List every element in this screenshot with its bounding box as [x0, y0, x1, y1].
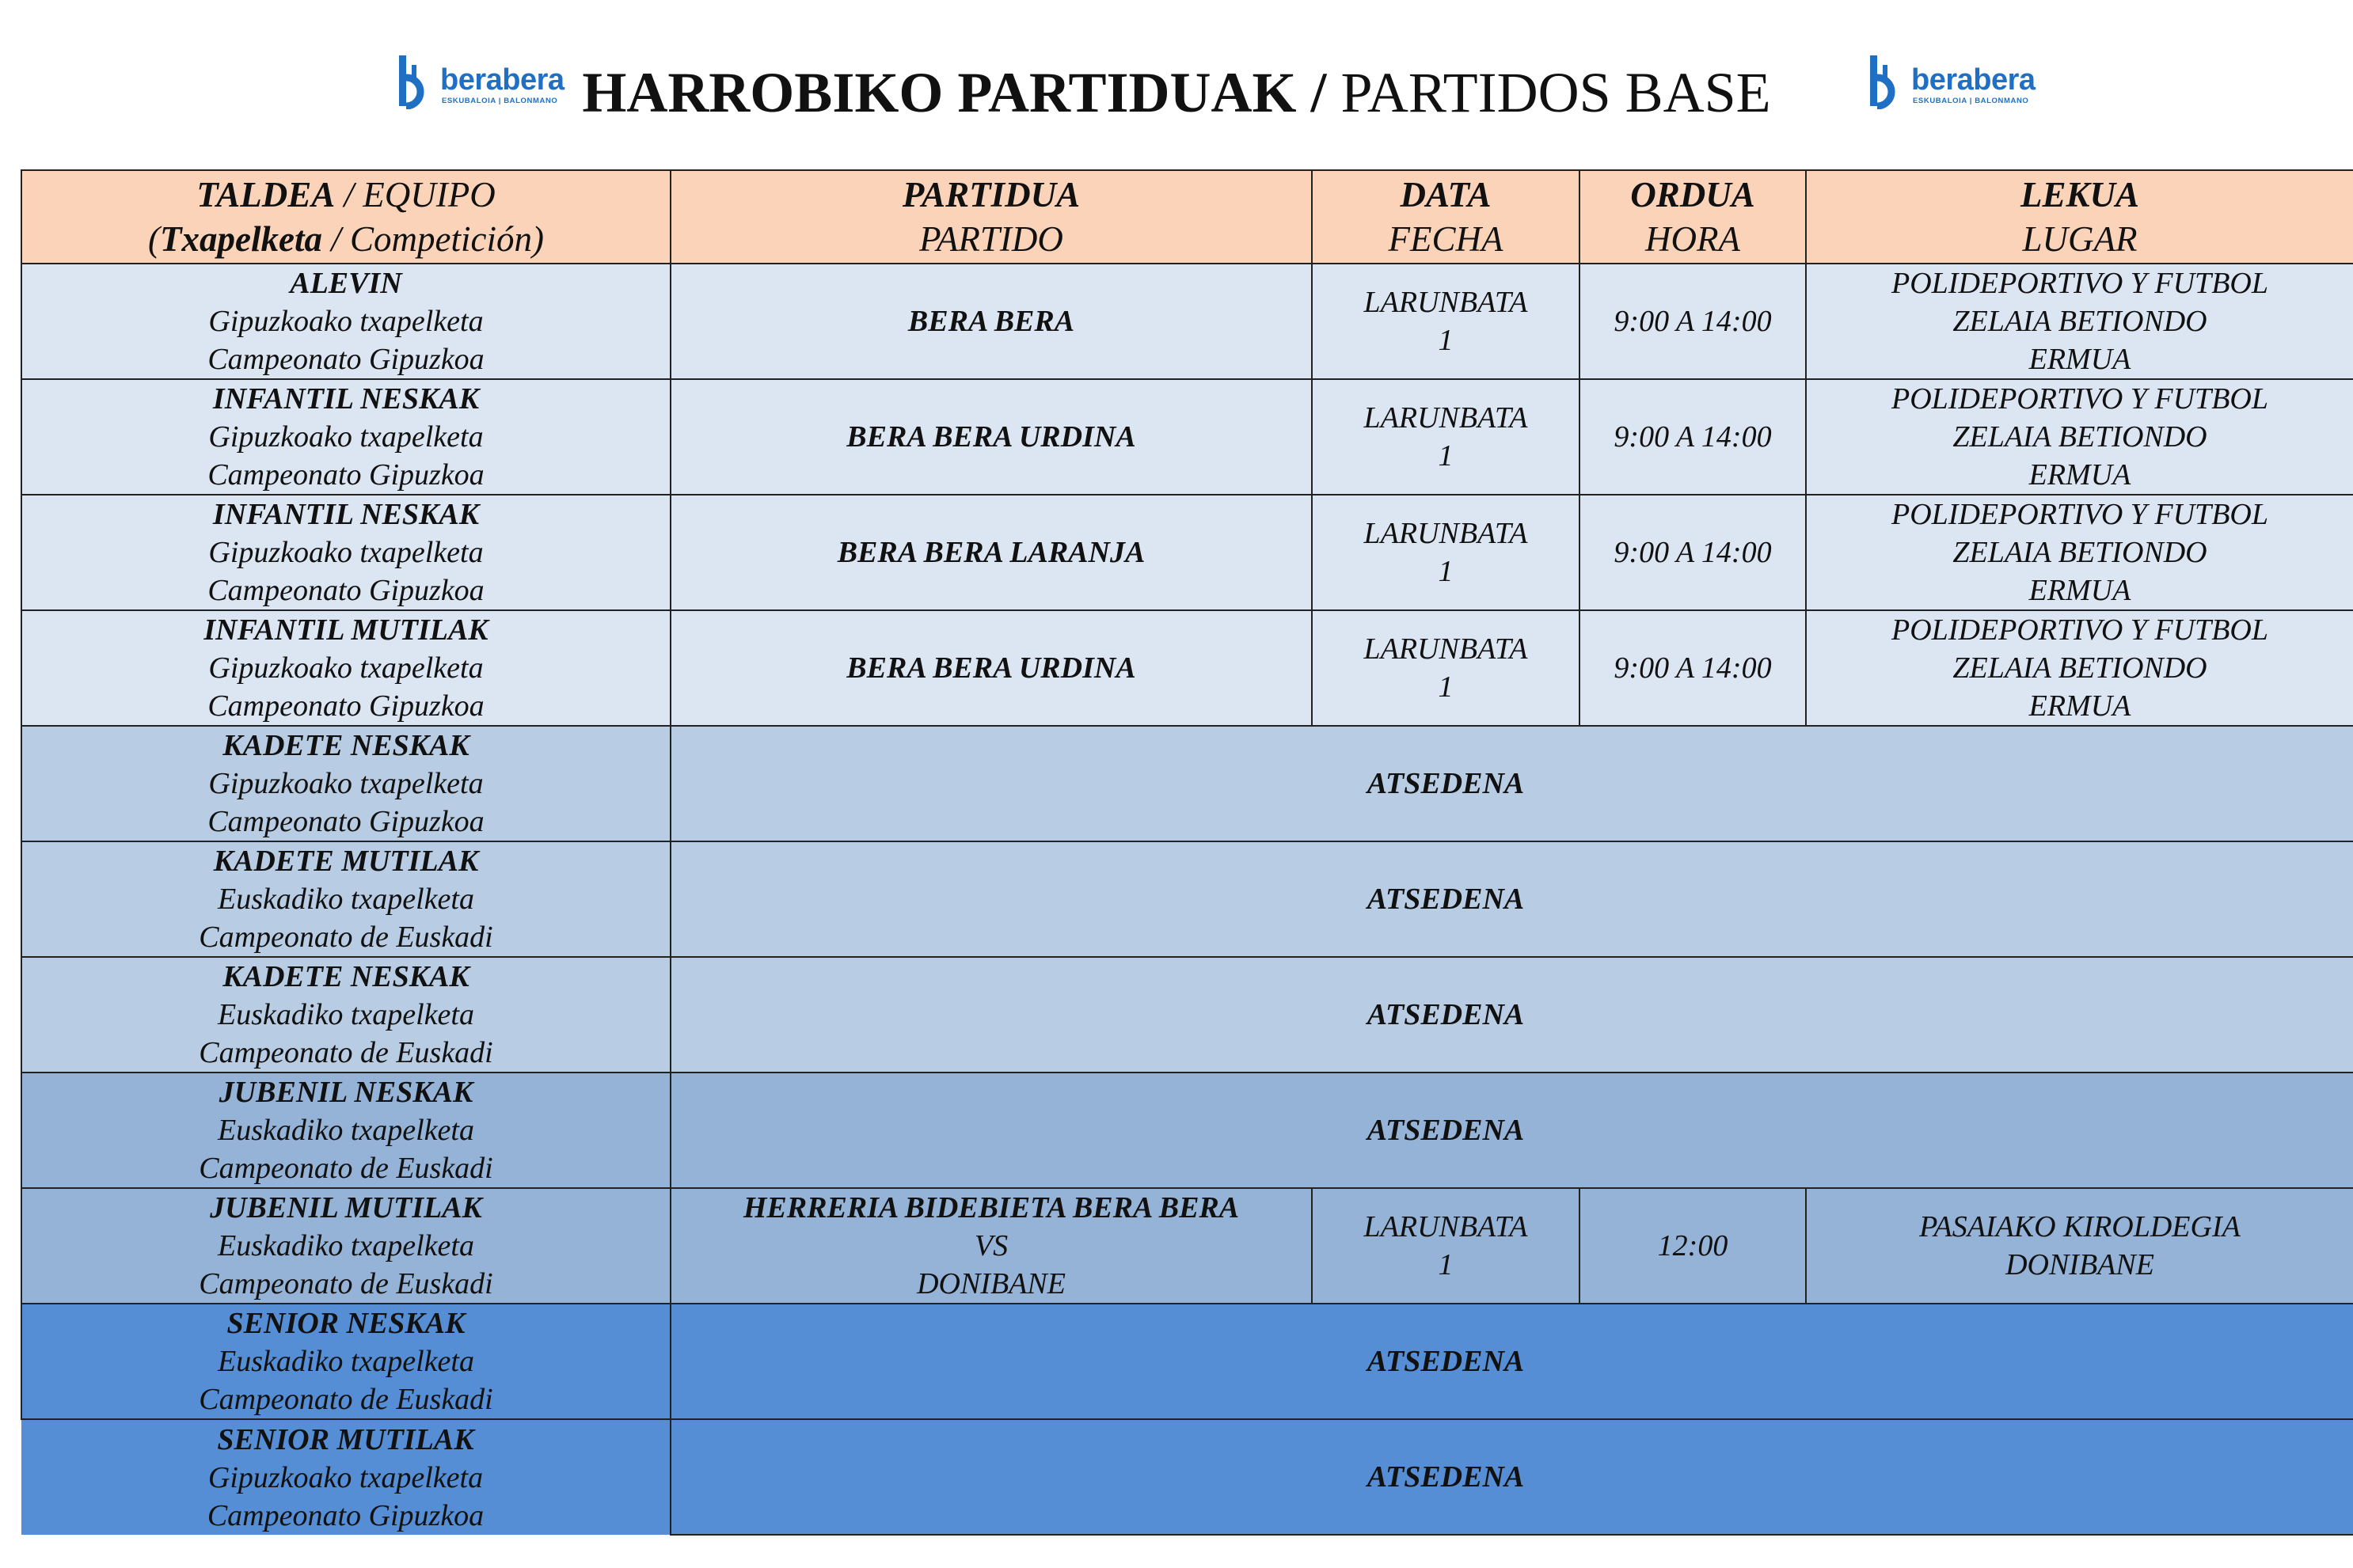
empty-cell — [1806, 957, 2353, 1073]
table-row — [21, 957, 2353, 1073]
competition-es: Campeonato de Euskadi — [199, 1152, 493, 1185]
competition-es: Campeonato Gipuzkoa — [207, 1498, 485, 1532]
competition-eu: Gipuzkoako txapelketa — [208, 536, 484, 569]
team-name: KADETE NESKAK — [222, 729, 469, 762]
col-header-place: LEKUA LUGAR — [1806, 170, 2353, 264]
time-cell: 9:00 A 14:00 — [1579, 264, 1806, 379]
empty-cell — [1579, 1073, 1806, 1188]
col-header-time: ORDUA HORA — [1579, 170, 1806, 264]
competition-eu: Gipuzkoako txapelketa — [208, 305, 484, 338]
empty-cell — [671, 957, 1312, 1073]
match-cell — [671, 379, 1312, 495]
date-line: 1 — [1438, 324, 1454, 357]
place-line: ZELAIA BETIONDO — [1952, 420, 2207, 454]
date-line: 1 — [1438, 439, 1454, 473]
place-line: PASAIAKO KIROLDEGIA — [1919, 1210, 2241, 1243]
empty-cell — [1579, 957, 1806, 1073]
title-normal: PARTIDOS BASE — [1326, 61, 1771, 124]
match-cell — [671, 1188, 1312, 1304]
match-cell — [671, 610, 1312, 726]
empty-cell — [1579, 726, 1806, 841]
place-line: ERMUA — [2028, 689, 2131, 723]
competition-eu: Gipuzkoako txapelketa — [208, 767, 484, 800]
team-cell — [21, 1419, 671, 1535]
date-line: 1 — [1438, 670, 1454, 704]
team-name: SENIOR MUTILAK — [217, 1422, 474, 1456]
date-cell — [1312, 1188, 1579, 1304]
competition-eu: Euskadiko txapelketa — [218, 1114, 474, 1147]
match-cell — [671, 495, 1312, 610]
table-row — [21, 1073, 2353, 1188]
competition-eu: Euskadiko txapelketa — [218, 998, 474, 1031]
team-cell — [21, 1304, 671, 1419]
date-cell — [1312, 495, 1579, 610]
place-cell — [1806, 610, 2353, 726]
title-bold: HARROBIKO PARTIDUAK / — [582, 61, 1327, 124]
table-row — [21, 841, 2353, 957]
table-row — [21, 264, 2353, 379]
date-line: LARUNBATA — [1363, 1210, 1528, 1243]
team-name: KADETE MUTILAK — [213, 845, 479, 878]
table-row — [21, 726, 2353, 841]
competition-es: Campeonato Gipuzkoa — [207, 574, 485, 607]
empty-cell — [671, 1073, 1312, 1188]
match-line: BERA BERA URDINA — [846, 420, 1136, 454]
team-cell — [21, 957, 671, 1073]
competition-eu: Euskadiko txapelketa — [218, 1345, 474, 1378]
match-line: DONIBANE — [917, 1267, 1066, 1300]
team-name: INFANTIL NESKAK — [212, 382, 480, 416]
competition-es: Campeonato de Euskadi — [199, 921, 493, 954]
time-cell: 9:00 A 14:00 — [1579, 495, 1806, 610]
rest-label: ATSEDENA — [1312, 726, 1579, 841]
berabera-b-icon — [1867, 54, 1908, 109]
place-cell — [1806, 379, 2353, 495]
match-line: BERA BERA LARANJA — [837, 536, 1146, 569]
team-cell — [21, 264, 671, 379]
place-line: DONIBANE — [2005, 1248, 2154, 1281]
competition-eu: Euskadiko txapelketa — [218, 883, 474, 916]
brand-name: berabera — [1911, 63, 2036, 97]
date-line: 1 — [1438, 555, 1454, 588]
empty-cell — [1806, 1304, 2353, 1419]
competition-es: Campeonato Gipuzkoa — [207, 805, 485, 838]
competition-es: Campeonato de Euskadi — [199, 1267, 493, 1300]
place-cell — [1806, 1188, 2353, 1304]
empty-cell — [671, 1304, 1312, 1419]
team-name: JUBENIL NESKAK — [219, 1076, 473, 1109]
team-name: SENIOR NESKAK — [226, 1307, 466, 1340]
date-line: 1 — [1438, 1248, 1454, 1281]
match-line: HERRERIA BIDEBIETA BERA BERA — [743, 1191, 1240, 1224]
team-name: INFANTIL MUTILAK — [203, 613, 488, 647]
col-header-date: DATA FECHA — [1312, 170, 1579, 264]
empty-cell — [1579, 1419, 1806, 1535]
time-cell: 9:00 A 14:00 — [1579, 610, 1806, 726]
place-line: ZELAIA BETIONDO — [1952, 536, 2207, 569]
brand-tagline: ESKUBALOIA | BALONMANO — [1913, 97, 2029, 105]
empty-cell — [1579, 841, 1806, 957]
rest-label: ATSEDENA — [1312, 1304, 1579, 1419]
date-line: LARUNBATA — [1363, 632, 1528, 666]
table-row — [21, 1419, 2353, 1535]
competition-eu: Gipuzkoako txapelketa — [207, 1460, 484, 1494]
team-name: INFANTIL NESKAK — [212, 498, 480, 531]
rest-label: ATSEDENA — [1312, 1073, 1579, 1188]
brand-tagline: ESKUBALOIA | BALONMANO — [442, 97, 558, 105]
team-cell — [21, 1073, 671, 1188]
team-cell — [21, 841, 671, 957]
table-row — [21, 1188, 2353, 1304]
date-line: LARUNBATA — [1363, 401, 1528, 435]
date-line: LARUNBATA — [1363, 286, 1528, 319]
competition-eu: Gipuzkoako txapelketa — [208, 420, 484, 454]
date-cell — [1312, 610, 1579, 726]
col-header-match: PARTIDUA PARTIDO — [671, 170, 1312, 264]
berabera-logo-right — [1867, 49, 2036, 112]
competition-es: Campeonato de Euskadi — [199, 1036, 493, 1069]
team-name: JUBENIL MUTILAK — [210, 1191, 482, 1224]
team-cell — [21, 379, 671, 495]
team-cell — [21, 1188, 671, 1304]
match-line: BERA BERA — [907, 305, 1075, 338]
team-cell — [21, 495, 671, 610]
match-line: BERA BERA URDINA — [846, 651, 1136, 685]
rest-label: ATSEDENA — [1312, 957, 1579, 1073]
competition-es: Campeonato Gipuzkoa — [207, 458, 485, 492]
place-line: POLIDEPORTIVO Y FUTBOL — [1891, 498, 2268, 531]
table-row — [21, 495, 2353, 610]
place-line: POLIDEPORTIVO Y FUTBOL — [1891, 267, 2268, 300]
place-line: ZELAIA BETIONDO — [1952, 651, 2207, 685]
rest-label: ATSEDENA — [1312, 841, 1579, 957]
place-line: ERMUA — [2028, 458, 2131, 492]
table-row — [21, 379, 2353, 495]
date-cell — [1312, 264, 1579, 379]
empty-cell — [671, 1419, 1312, 1535]
time-cell: 12:00 — [1579, 1188, 1806, 1304]
empty-cell — [1806, 1419, 2353, 1535]
empty-cell — [1806, 726, 2353, 841]
empty-cell — [1579, 1304, 1806, 1419]
col-header-team: TALDEA / EQUIPO (Txapelketa / Competición) — [21, 170, 671, 264]
place-cell — [1806, 495, 2353, 610]
brand-name: berabera — [440, 63, 564, 97]
date-line: LARUNBATA — [1363, 517, 1528, 550]
competition-eu: Gipuzkoako txapelketa — [208, 651, 484, 685]
place-line: POLIDEPORTIVO Y FUTBOL — [1891, 613, 2268, 647]
place-line: ERMUA — [2028, 343, 2131, 376]
table-header-row — [21, 170, 2353, 264]
competition-es: Campeonato Gipuzkoa — [207, 343, 485, 376]
match-line: VS — [974, 1229, 1009, 1262]
competition-es: Campeonato Gipuzkoa — [207, 689, 485, 723]
competition-es: Campeonato de Euskadi — [199, 1383, 493, 1416]
empty-cell — [1806, 841, 2353, 957]
place-line: ZELAIA BETIONDO — [1952, 305, 2207, 338]
time-cell: 9:00 A 14:00 — [1579, 379, 1806, 495]
match-cell — [671, 264, 1312, 379]
team-cell — [21, 610, 671, 726]
team-name: KADETE NESKAK — [222, 960, 469, 993]
page-header — [0, 41, 2353, 144]
table-row — [21, 1304, 2353, 1419]
rest-label: ATSEDENA — [1312, 1419, 1579, 1535]
place-cell — [1806, 264, 2353, 379]
place-line: POLIDEPORTIVO Y FUTBOL — [1891, 382, 2268, 416]
place-line: ERMUA — [2028, 574, 2131, 607]
team-name: ALEVIN — [290, 267, 402, 300]
empty-cell — [1806, 1073, 2353, 1188]
schedule-table — [21, 169, 2353, 1536]
empty-cell — [671, 841, 1312, 957]
team-cell — [21, 726, 671, 841]
table-row — [21, 610, 2353, 726]
empty-cell — [671, 726, 1312, 841]
competition-eu: Euskadiko txapelketa — [218, 1229, 474, 1262]
date-cell — [1312, 379, 1579, 495]
